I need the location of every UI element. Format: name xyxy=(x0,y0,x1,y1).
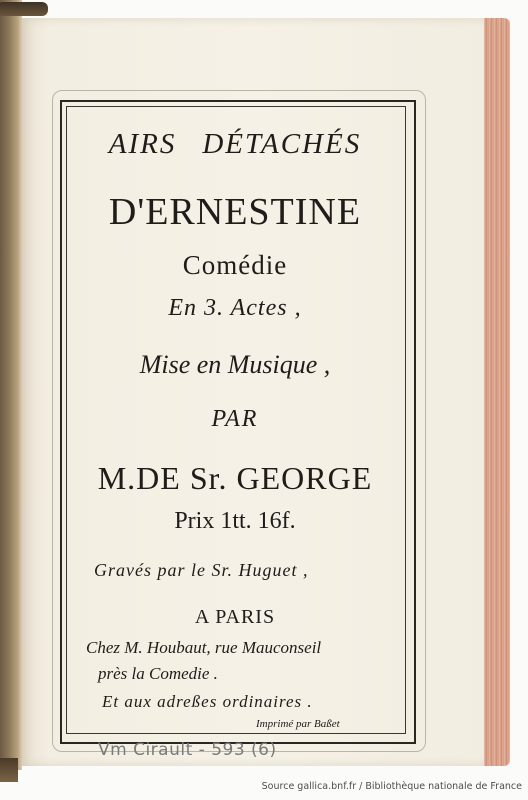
engraver-line: Gravés par le Sr. Huguet , xyxy=(94,560,309,580)
acts-line: En 3. Actes , xyxy=(168,295,302,321)
binding-clasp-top xyxy=(0,2,48,16)
composer-name: M.DE Sr. GEORGE xyxy=(97,460,373,496)
music-line: Mise en Musique , xyxy=(139,350,331,379)
title-line-airs-detaches xyxy=(66,128,404,161)
publisher-address: Chez M. Houbaut, rue Mauconseil xyxy=(86,638,322,657)
par-line: PAR xyxy=(211,406,259,432)
printer-credit: Imprimé par Baßet xyxy=(256,718,340,730)
usual-addresses: Et aux adreßes ordinaires . xyxy=(102,692,313,711)
address-near-comedie: près la Comedie . xyxy=(98,664,218,683)
source-credit: Source gallica.bnf.fr / Bibliothèque nationale de France xyxy=(261,781,522,792)
title-ernestine: D'ERNESTINE xyxy=(108,191,362,233)
price-line: Prix 1tt. 16f. xyxy=(174,508,296,534)
binding-clasp-bottom xyxy=(0,758,18,782)
title-word-detaches: DÉTACHÉS xyxy=(202,128,362,160)
place-paris: A PARIS xyxy=(194,606,276,628)
library-shelfmark: Vm Cirault - 593 (6) xyxy=(98,740,277,760)
book-binding xyxy=(0,0,22,770)
title-word-airs: AIRS xyxy=(108,128,177,160)
genre-comedie: Comédie xyxy=(182,250,288,280)
